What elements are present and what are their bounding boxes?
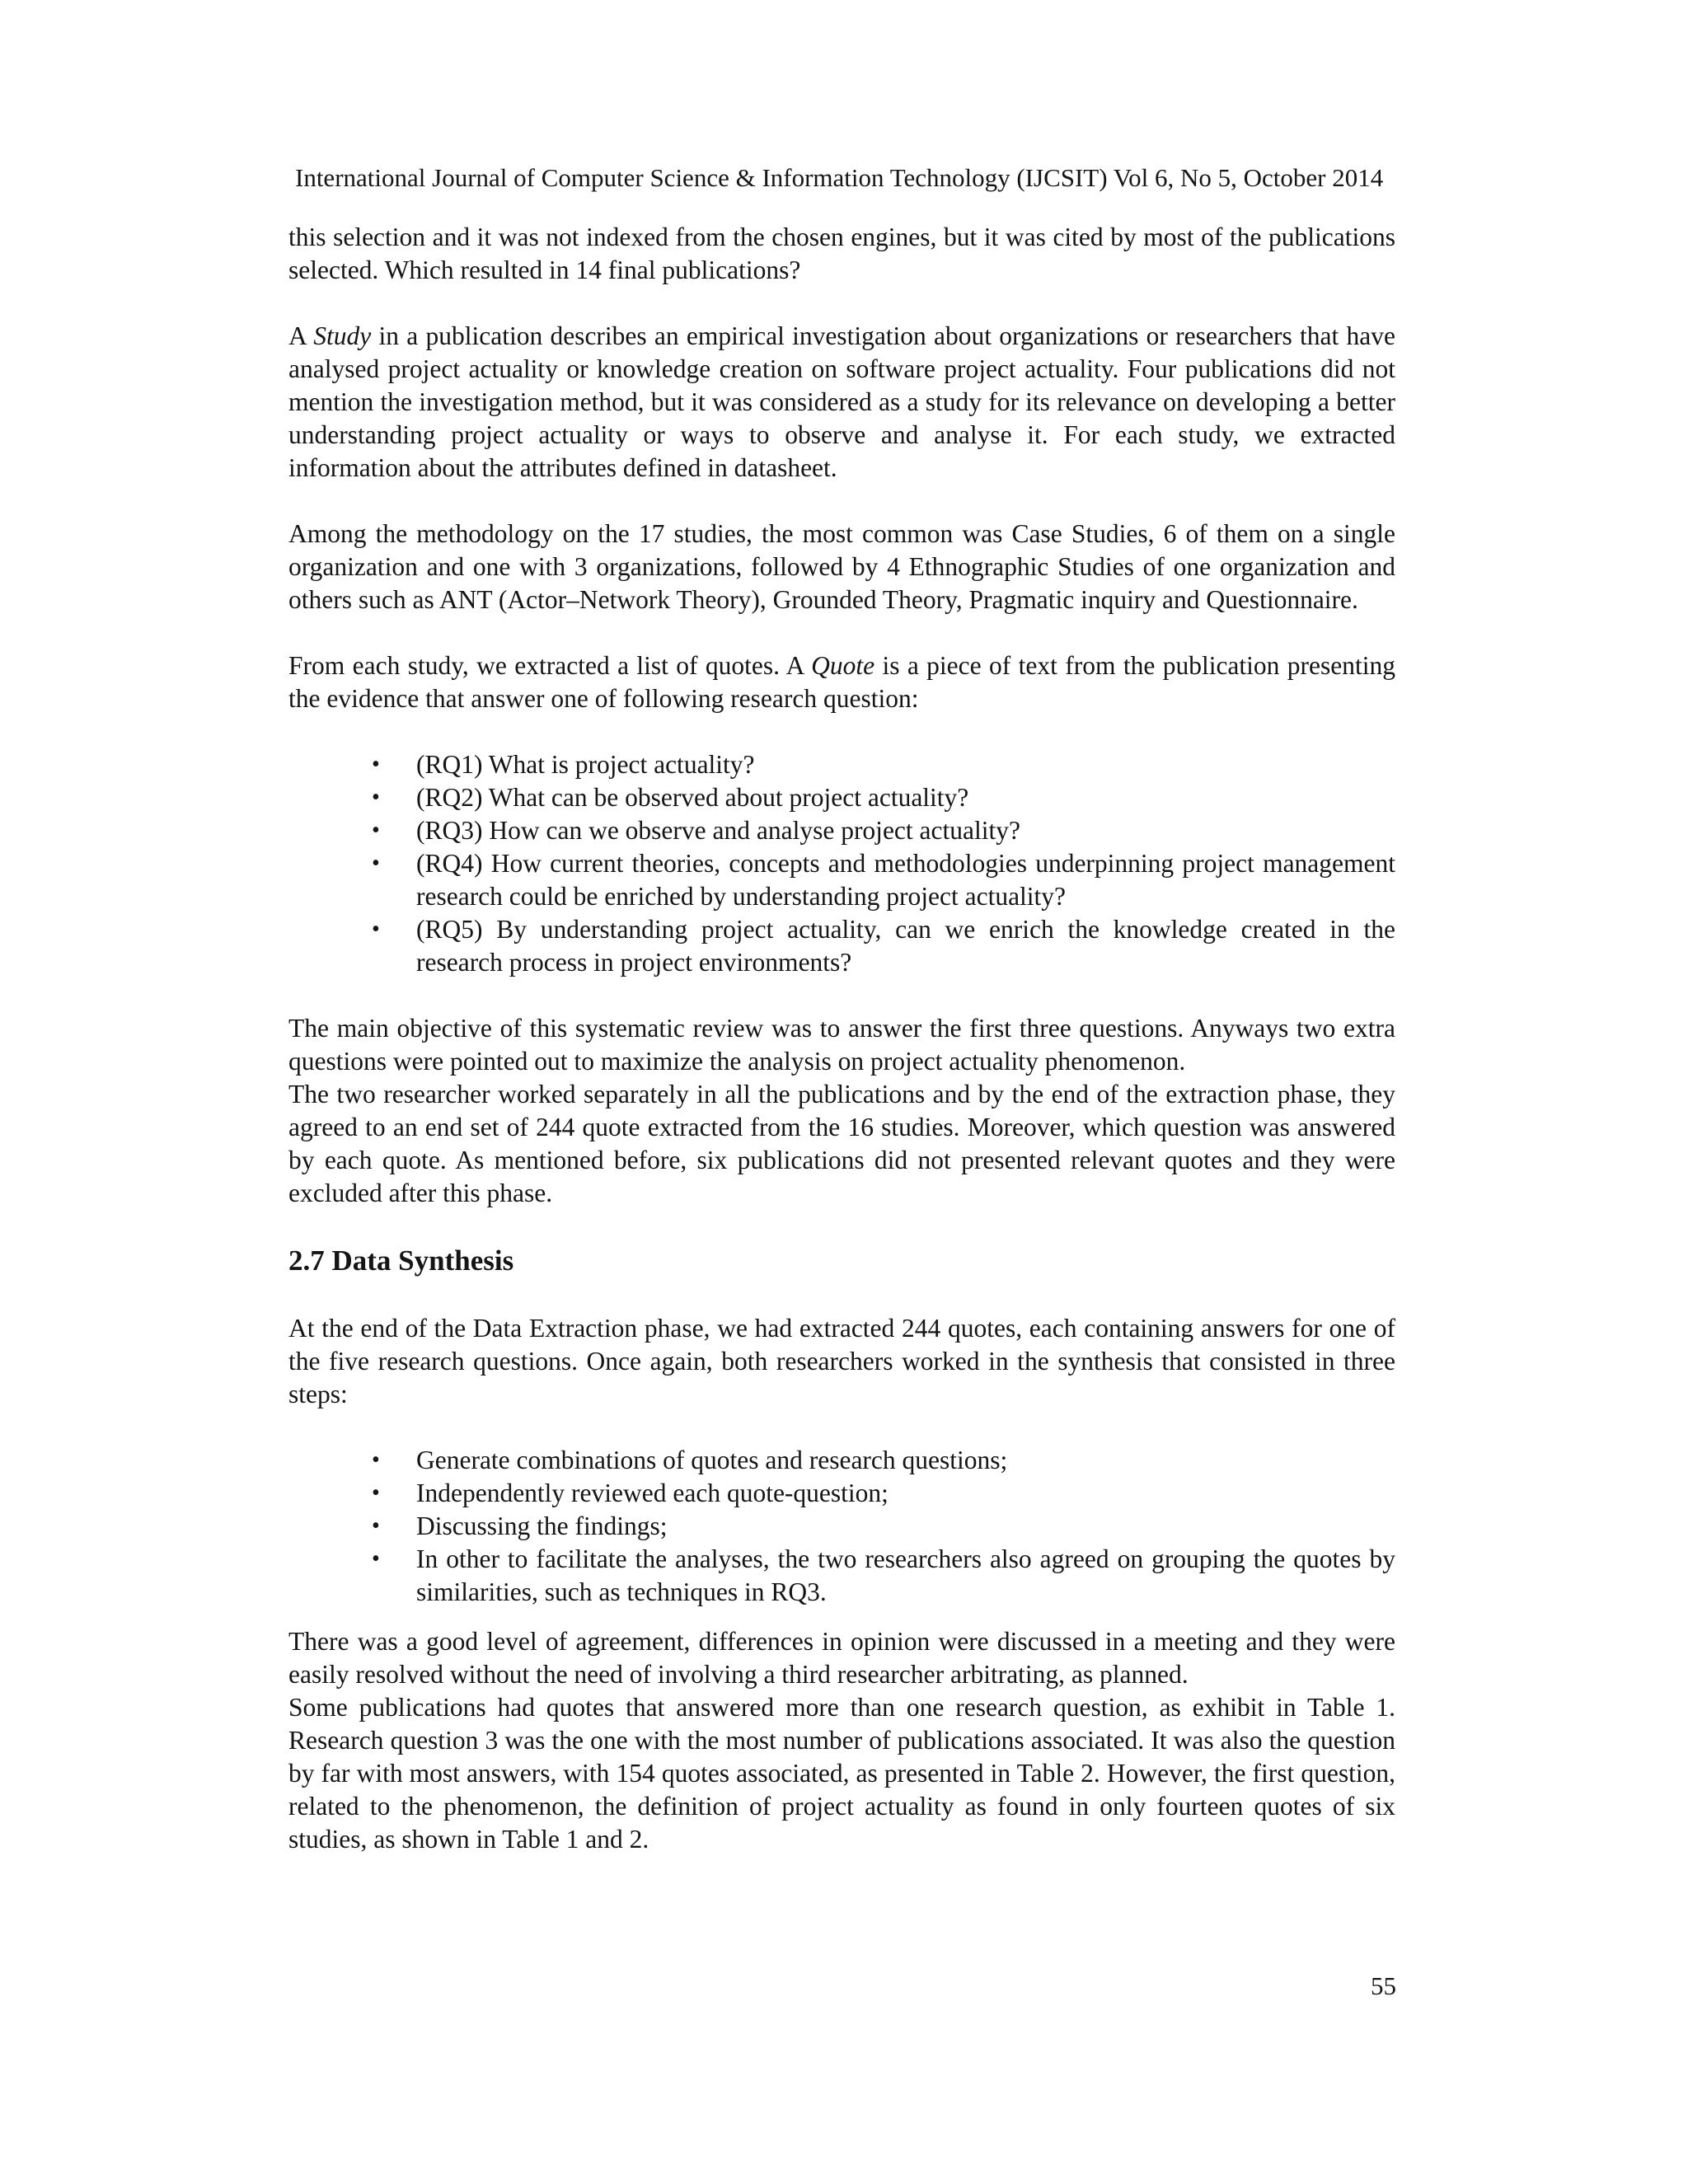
research-question-text: (RQ1) What is project actuality? [416, 750, 755, 779]
bullet-icon: • [372, 1447, 380, 1473]
paragraph-study-rest: in a publication describes an empirical investigation about organizations or researchers that have analysed project actuality or knowledge creation on software project actuality. Four publications did not mention the investigation method, but it was considered as a study for its relevance on developing a better understanding project actuality or ways to observe and analyse it. For each study, we extracted information about the attributes defined in datasheet. [288, 321, 1395, 482]
paragraph-quote-start: From each study, we extracted a list of quotes. A [288, 651, 812, 680]
bullet-icon: • [372, 1480, 380, 1506]
list-item [372, 1543, 1395, 1609]
synthesis-step-text: Discussing the findings; [416, 1511, 668, 1540]
paragraph-study-definition [288, 320, 1395, 485]
research-question-text: (RQ3) How can we observe and analyse project actuality? [416, 816, 1020, 845]
paragraph-quote-definition [288, 649, 1395, 715]
synthesis-step-text: In other to facilitate the analyses, the two researchers also agreed on grouping the quotes by similarities, such as techniques in RQ3. [416, 1544, 1395, 1606]
bullet-icon: • [372, 1513, 380, 1539]
term-quote: Quote [811, 651, 875, 680]
list-item [372, 847, 1395, 913]
list-item [372, 1510, 1395, 1543]
paragraph-results: Some publications had quotes that answered more than one research question, as exhibit in Table 1. Research question 3 was the one with the most number of publications associated. It was also the question by far with most answers, with 154 quotes associated, as presented in Table 2. However, the first question, related to the phenomenon, the definition of project actuality as found in only fourteen quotes of six studies, as shown in Table 1 and 2. [288, 1693, 1395, 1854]
list-item [372, 1444, 1395, 1477]
running-header: International Journal of Computer Science & Information Technology (IJCSIT) Vol 6, No 5, October 2014 [295, 163, 1384, 192]
paragraph-methodology: Among the methodology on the 17 studies, the most common was Case Studies, 6 of them on a single organization and one with 3 organizations, followed by 4 Ethnographic Studies of one organization and others such as ANT (Actor–Network Theory), Grounded Theory, Pragmatic inquiry and Questionnaire. [288, 519, 1395, 614]
list-item [372, 913, 1395, 979]
research-question-text: (RQ5) By understanding project actuality, can we enrich the knowledge created in the research process in project environments? [416, 915, 1395, 977]
paragraph-main-objective: The main objective of this systematic review was to answer the first three questions. Anyways two extra questions were pointed out to maximize the analysis on project actuality phenomenon. [288, 1014, 1395, 1076]
paragraph-agreement: There was a good level of agreement, differences in opinion were discussed in a meeting and they were easily resolved without the need of involving a third researcher arbitrating, as planned. [288, 1627, 1395, 1689]
bullet-icon: • [372, 785, 380, 810]
term-study: Study [313, 321, 372, 350]
paragraph-synthesis-intro: At the end of the Data Extraction phase, we had extracted 244 quotes, each containing answers for one of the five research questions. Once again, both researchers worked in the synthesis that consisted in three steps: [288, 1314, 1395, 1408]
list-item [372, 1477, 1395, 1510]
section-heading: 2.7 Data Synthesis [288, 1244, 514, 1277]
paragraph-study-start: A [288, 321, 314, 350]
bullet-icon: • [372, 851, 380, 876]
synthesis-step-text: Generate combinations of quotes and research questions; [416, 1446, 1008, 1474]
list-item [372, 814, 1395, 847]
body-text [288, 221, 1395, 1856]
synthesis-step-text: Independently reviewed each quote-question; [416, 1479, 889, 1507]
paragraph-quote-rest: is a piece of text from the publication presenting the evidence that answer one of following research question: [288, 651, 1395, 713]
synthesis-step-list [288, 1444, 1395, 1609]
bullet-icon: • [372, 752, 380, 777]
research-question-list [288, 748, 1395, 979]
research-question-text: (RQ2) What can be observed about project actuality? [416, 783, 969, 812]
bullet-icon: • [372, 818, 380, 843]
paragraph-selection-result: this selection and it was not indexed from the chosen engines, but it was cited by most of the publications selected. Which resulted in 14 final publications? [288, 223, 1395, 284]
bullet-icon: • [372, 916, 380, 942]
bullet-icon: • [372, 1546, 380, 1572]
page-number: 55 [1371, 1971, 1396, 2000]
list-item [372, 781, 1395, 814]
research-question-text: (RQ4) How current theories, concepts and methodologies underpinning project management research could be enriched by understanding project actuality? [416, 849, 1395, 911]
list-item [372, 748, 1395, 781]
paragraph-extraction-phase: The two researcher worked separately in all the publications and by the end of the extraction phase, they agreed to an end set of 244 quote extracted from the 16 studies. Moreover, which question was answered by each quote. As mentioned before, six publications did not presented relevant quotes and they were excluded after this phase. [288, 1080, 1395, 1207]
